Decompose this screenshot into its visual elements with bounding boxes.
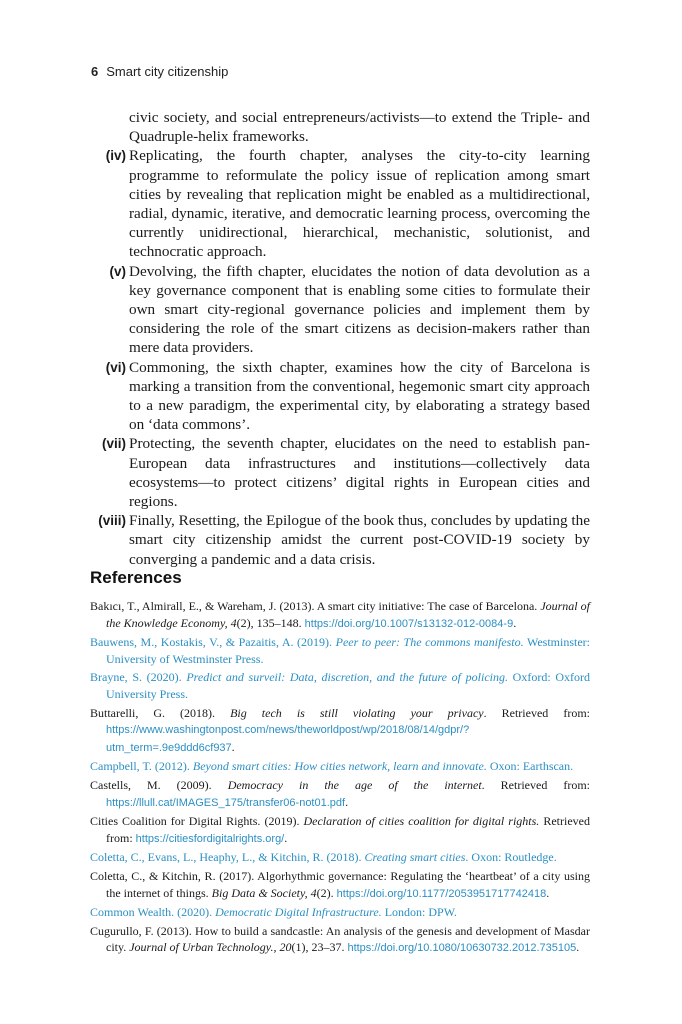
reference-end: . [231, 739, 235, 754]
reference-details: Westminster: University of Westminster Press. [106, 635, 591, 666]
reference-entry [90, 758, 590, 775]
reference-title: Big Data & Society, 4 [211, 885, 317, 900]
page-number: 6 [91, 64, 99, 79]
reference-authors-year: Coletta, C., & Kitchin, R. (2017). Algorhythmic governance: Regulating the ‘heartbeat’ of a city using the internet of things. [90, 868, 590, 900]
reference-end: . [345, 794, 349, 809]
running-header [91, 64, 228, 79]
reference-title: Declaration of cities coalition for digital rights. [303, 814, 540, 829]
reference-authors-year: Buttarelli, G. (2018). [90, 705, 231, 720]
reference-entry[interactable] [90, 705, 590, 757]
list-item [90, 434, 590, 511]
list-item-text: Finally, Resetting, the Epilogue of the book thus, concludes by updating the smart city citizenship amidst the current post-COVID-19 society by converging a pandemic and a data crisis. [129, 512, 590, 568]
reference-title: Big tech is still violating your privacy [230, 705, 484, 720]
reference-details: (1), 23–37. [291, 940, 348, 955]
reference-title: Beyond smart cities: How cities network, learn and innovate. [192, 759, 487, 774]
list-item-text: Protecting, the seventh chapter, elucidates on the need to establish pan-European data infrastructures and institutions—collectively data ecosystems—to protect citizens’ digital rights in European cities and regions. [129, 435, 590, 511]
reference-authors-year: Bakıcı, T., Almirall, E., & Wareham, J. (2013). A smart city initiative: The case of Barcelona. [90, 599, 541, 613]
reference-title: Democracy in the age of the internet [227, 777, 482, 792]
list-item-number: (vi) [105, 359, 126, 375]
reference-title: Creating smart cities [364, 850, 466, 865]
reference-entry [90, 669, 590, 702]
references-heading: References [90, 568, 182, 587]
reference-entry[interactable] [90, 868, 590, 902]
reference-authors-year: Coletta, C., Evans, L., Heaphy, L., & Kitchin, R. (2018). [90, 850, 365, 865]
reference-title: Predict and surveil: Data, discretion, and the future of policing. [186, 670, 509, 685]
reference-title: Democratic Digital Infrastructure. [215, 905, 382, 920]
reference-authors-year: Cities Coalition for Digital Rights. (2019). [90, 814, 304, 829]
reference-link[interactable]: https://doi.org/10.1080/10630732.2012.735105 [347, 942, 577, 955]
reference-entry [90, 904, 590, 921]
reference-authors-year: Cugurullo, F. (2013). How to build a sandcastle: An analysis of the genesis and development of Masdar city. [90, 923, 590, 955]
reference-entry[interactable] [90, 813, 590, 847]
chapter-list [90, 108, 590, 569]
list-item-number: (vii) [101, 436, 126, 452]
reference-entry[interactable] [90, 777, 590, 811]
reference-link[interactable]: https://llull.cat/IMAGES_175/transfer06-not01.pdf [106, 796, 346, 809]
reference-entry[interactable] [90, 923, 590, 957]
list-item [90, 146, 590, 261]
reference-authors-year: Castells, M. (2009). [90, 777, 228, 792]
reference-details: (2), 135–148. [236, 615, 305, 630]
reference-title: Journal of Urban Technology., 20 [129, 940, 292, 955]
running-title: Smart city citizenship [106, 64, 229, 79]
reference-link[interactable]: https://citiesfordigitalrights.org/ [135, 832, 285, 845]
reference-details: Oxon: Earthscan. [486, 759, 574, 774]
reference-end: . [513, 615, 517, 630]
list-item-number: (iv) [105, 148, 126, 164]
reference-details: (2). [316, 885, 337, 900]
reference-end: . [284, 830, 288, 845]
reference-link[interactable]: https://www.washingtonpost.com/news/theworldpost/wp/2018/08/14/gdpr/?utm_term=.9e9ddd6cf937 [106, 724, 470, 754]
reference-link[interactable]: https://doi.org/10.1007/s13132-012-0084-9 [304, 617, 514, 630]
reference-link[interactable]: https://doi.org/10.1177/2053951717742418 [336, 887, 547, 900]
list-item-text: Replicating, the fourth chapter, analyses the city-to-city learning programme to reformulate the policy issue of replication among smart cities by revealing that replication might be enabled as a multidirectional, radial, dynamic, iterative, and democratic learning process, overcoming the currently unidirectional, hierarchical, mechanistic, solutionist, and technocratic approach. [129, 147, 590, 261]
reference-details: Retrieved from: [106, 814, 590, 845]
reference-entry[interactable] [90, 598, 590, 632]
reference-end: . [576, 940, 580, 955]
list-item-text: Commoning, the sixth chapter, examines how the city of Barcelona is marking a transition from the conventional, hegemonic smart city approach to a new paradigm, the experimental city, by elaborating a strategy based on ‘data commons’. [129, 358, 590, 434]
continued-paragraph: civic society, and social entrepreneurs/activists—to extend the Triple- and Quadruple-helix frameworks. [129, 109, 590, 146]
list-item [90, 358, 590, 435]
list-item-number: (v) [109, 263, 126, 279]
list-item [90, 511, 590, 569]
reference-authors-year: Brayne, S. (2020). [90, 670, 187, 685]
references-list [90, 598, 590, 959]
reference-details: Oxford: Oxford University Press. [106, 670, 591, 701]
reference-authors-year: Bauwens, M., Kostakis, V., & Pazaitis, A. (2019). [90, 635, 336, 650]
list-item-number: (viii) [98, 513, 126, 529]
reference-entry [90, 634, 590, 667]
reference-authors-year: Common Wealth. (2020). [90, 905, 216, 920]
reference-details: . Retrieved from: [481, 777, 590, 792]
reference-end: . [546, 885, 550, 900]
reference-title: Peer to peer: The commons manifesto. [335, 635, 524, 650]
reference-details: . Oxon: Routledge. [465, 850, 557, 865]
list-item-text: Devolving, the fifth chapter, elucidates the notion of data devolution as a key governance component that is enabling some cities to formulate their own smart city-regional governance policies and implement them by considering the role of the smart citizens as decision-makers rather than mere data providers. [129, 262, 590, 357]
list-item [90, 262, 590, 358]
reference-authors-year: Campbell, T. (2012). [90, 759, 193, 774]
reference-entry [90, 849, 590, 866]
reference-details: London: DPW. [381, 905, 457, 920]
reference-title: Journal of the Knowledge Economy, 4 [106, 599, 590, 630]
reference-details: . Retrieved from: [483, 705, 590, 720]
